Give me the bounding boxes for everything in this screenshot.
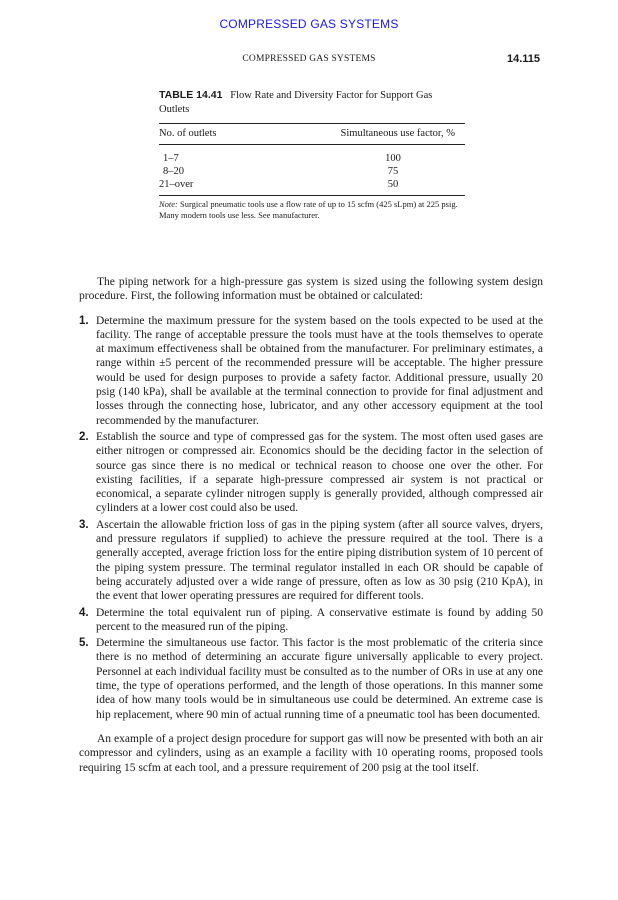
step-text: Establish the source and type of compressed gas for the system. The most often used gases are either nitrogen or compressed air. Economics should be the deciding factor in the selection of source gas since there is no medical or technical reason to choose one over the other. For existing facilities, if a separate high-pressure compressed air system is not practical or economical, a separate cylinder nitrogen supply is generally provided, although compressed air cylinders at a lower cost could also be used. xyxy=(96,430,543,515)
table-row xyxy=(159,165,465,178)
note-label: Note: xyxy=(159,199,178,209)
list-item xyxy=(79,430,543,516)
step-number: 4. xyxy=(79,606,89,619)
list-item xyxy=(79,606,543,635)
closing-paragraph: An example of a project design procedure for support gas will now be presented with both an air compressor and cylinders, using as an example a facility with 10 operating rooms, proposed tools requiring 15 scfm at each tool, and a pressure requirement of 200 psig at the tool itself. xyxy=(79,732,543,774)
step-text: Ascertain the allowable friction loss of gas in the piping system (after all source valves, dryers, and pressure regulators if supplied) to achieve the pressure required at the tool. There is a generally accepted, average friction loss for the entire piping distribution system of 10 percent of the piping system pressure. The terminal regulator installed in each OR should be capable of being accurately adjusted over a wide range of pressure, often as low as 30 psig (210 KpA), in the event that lower operating pressures are required for different tools. xyxy=(96,518,543,603)
note-text: Surgical pneumatic tools use a flow rate of up to 15 scfm (425 sLpm) at 225 psig. Many modern tools use less. See manufacturer. xyxy=(159,199,458,220)
table-14-41 xyxy=(159,88,465,221)
table-row xyxy=(159,178,465,191)
table-title: Flow Rate and Diversity Factor for Support Gas Outlets xyxy=(159,90,433,115)
procedure-steps xyxy=(79,314,543,722)
column-header-outlets: No. of outlets xyxy=(159,128,217,139)
table-caption xyxy=(159,88,465,117)
cell-factor: 100 xyxy=(385,153,401,164)
table-header xyxy=(159,124,465,144)
step-number: 5. xyxy=(79,637,89,650)
step-number: 2. xyxy=(79,430,89,443)
list-item xyxy=(79,518,543,604)
body-text xyxy=(79,275,543,775)
column-header-factor: Simultaneous use factor, % xyxy=(340,128,455,139)
cell-outlets: 8–20 xyxy=(163,166,184,177)
cell-outlets: 1–7 xyxy=(163,153,179,164)
cell-factor: 50 xyxy=(387,179,399,190)
page-number: 14.115 xyxy=(506,53,540,65)
step-text: Determine the maximum pressure for the system based on the tools expected to be used at the facility. The range of acceptable pressure the tools must have at the tools themselves to operate at maximum effectiveness shall be obtained from the manufacturer. For preliminary estimates, a range within ±5 percent of the recommended pressure will be acceptable. The higher pressure would be used for design purposes to provide a safety factor. Additional pressure, usually 20 psig (140 kPa), shall be available at the terminal connection to provide for final adjustment and losses through the connecting hose, lubricator, and any other accessory equipment at the tool recommended by the manufacturer. xyxy=(96,314,543,427)
banner-title: COMPRESSED GAS SYSTEMS xyxy=(219,17,399,31)
step-number: 1. xyxy=(79,314,89,327)
table-body xyxy=(159,145,465,195)
list-item xyxy=(79,636,543,722)
cell-outlets: 21–over xyxy=(159,179,194,190)
list-item xyxy=(79,314,543,428)
running-head: COMPRESSED GAS SYSTEMS xyxy=(242,54,376,64)
intro-paragraph: The piping network for a high-pressure gas system is sized using the following system design procedure. First, the following information must be obtained or calculated: xyxy=(79,276,543,303)
step-text: Determine the total equivalent run of piping. A conservative estimate is found by adding 50 percent to the measured run of the piping. xyxy=(96,606,543,633)
step-number: 3. xyxy=(79,518,89,531)
table-note xyxy=(159,196,465,221)
step-text: Determine the simultaneous use factor. This factor is the most problematic of the criteria since there is no method of determining an accurate figure universally applicable to every project. Personnel at each individual facility must be consulted as to the number of ORs in use at any one time, the type of operations performed, and the length of those operations. In this manner some idea of how many tools would be in simultaneous use could be determined. An extreme case is hip replacement, where 90 min of actual running time of a pneumatic tool has been documented. xyxy=(96,637,543,721)
cell-factor: 75 xyxy=(387,166,399,177)
table-row xyxy=(159,152,465,165)
table-number: TABLE 14.41 xyxy=(159,89,223,101)
